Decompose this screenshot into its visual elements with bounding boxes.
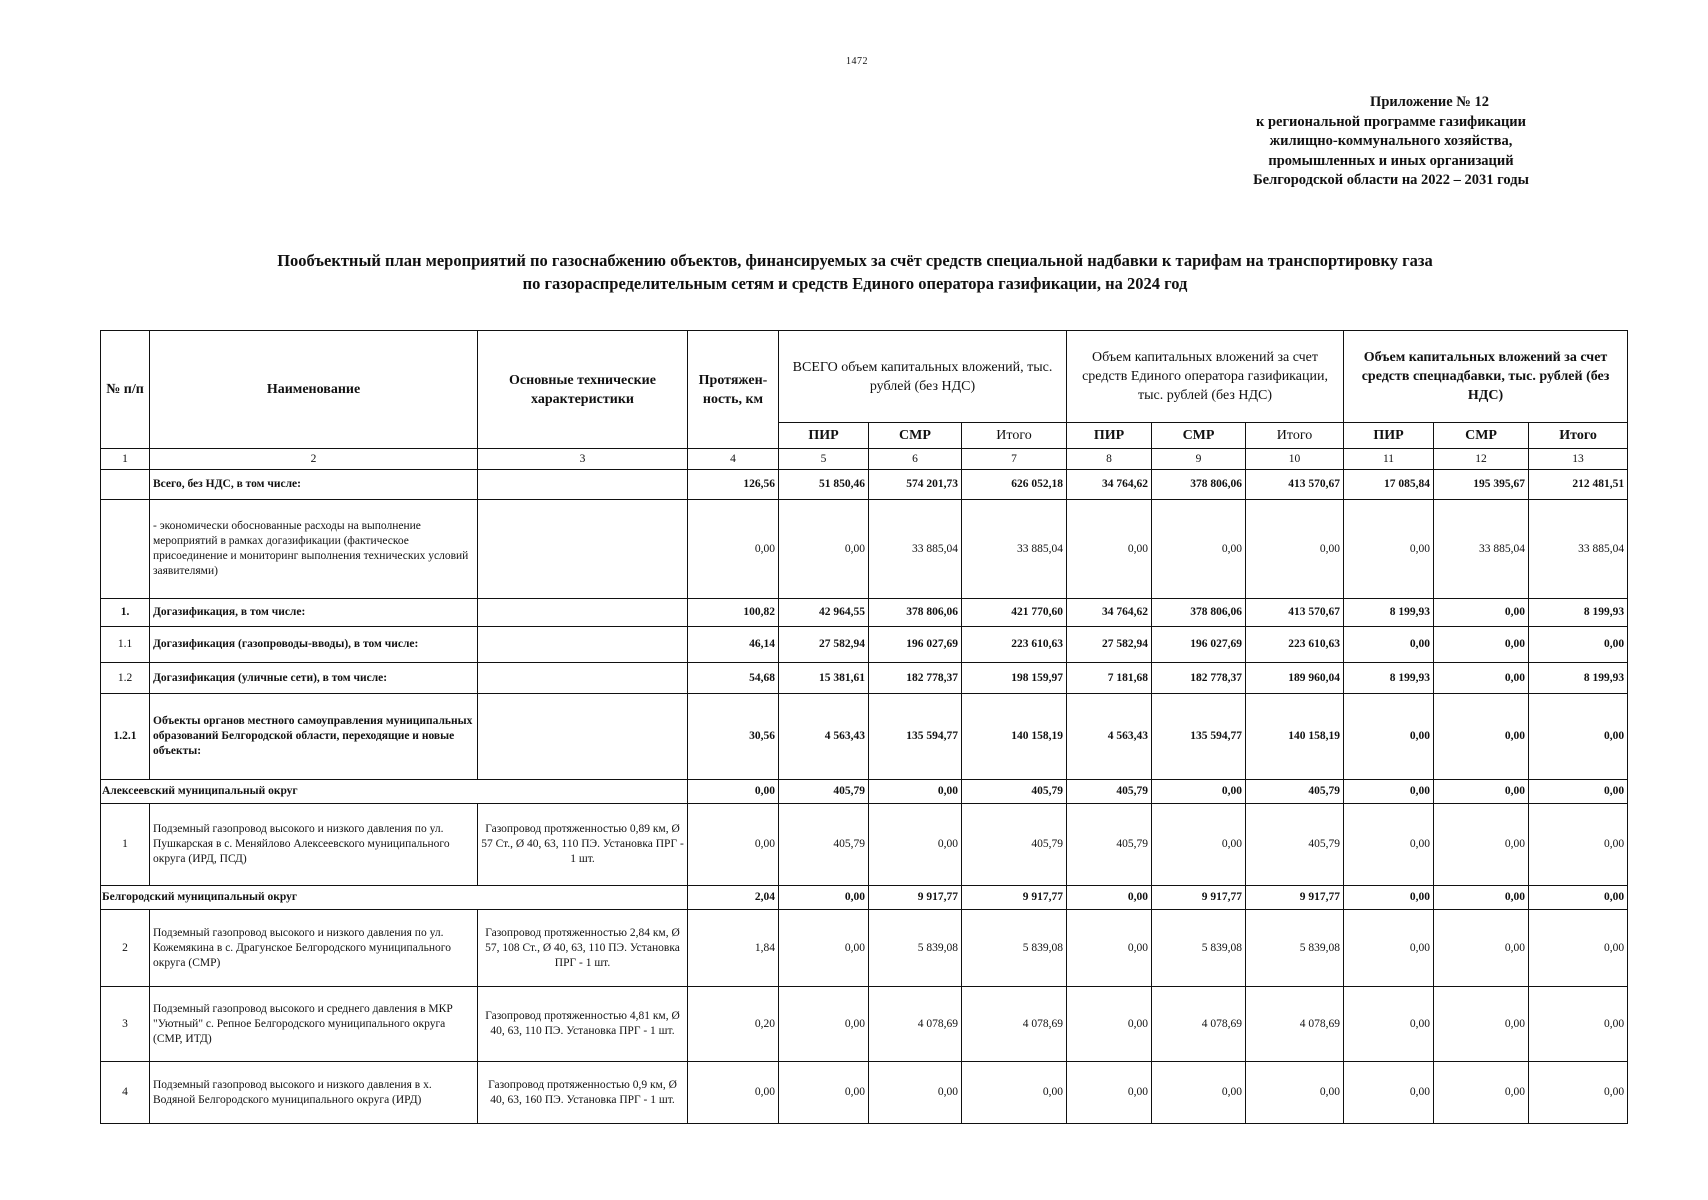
- group-name: Белгородский муниципальный округ: [101, 886, 688, 910]
- table-row: [101, 694, 1628, 780]
- header-smr: СМР: [869, 423, 962, 449]
- cell-value: 5 839,08: [1246, 910, 1344, 987]
- cell-value: 51 850,46: [779, 470, 869, 500]
- cell-value: 0,00: [1434, 599, 1529, 627]
- row-tech: [478, 599, 688, 627]
- cell-value: 0,00: [869, 1062, 962, 1124]
- row-tech: Газопровод протяженностью 4,81 км, Ø 40, 63, 110 ПЭ. Установка ПРГ - 1 шт.: [478, 987, 688, 1062]
- cell-value: 0,00: [688, 1062, 779, 1124]
- row-name: Всего, без НДС, в том числе:: [150, 470, 478, 500]
- appendix-block: [1181, 93, 1601, 191]
- row-name: Подземный газопровод высокого и низкого давления по ул. Пушкарская в с. Меняйлово Алексеевского муниципального округа (ИРД, ПСД): [150, 804, 478, 886]
- cell-value: 7 181,68: [1067, 663, 1152, 694]
- cell-value: 0,00: [1529, 910, 1628, 987]
- cell-value: 0,00: [1152, 780, 1246, 804]
- cell-value: 405,79: [1246, 780, 1344, 804]
- group-name: Алексеевский муниципальный округ: [101, 780, 688, 804]
- row-tech: Газопровод протяженностью 2,84 км, Ø 57, 108 Ст., Ø 40, 63, 110 ПЭ. Установка ПРГ - 1 шт.: [478, 910, 688, 987]
- header-length: Протяжен-ность, км: [688, 331, 779, 449]
- cell-value: 195 395,67: [1434, 470, 1529, 500]
- cell-value: 626 052,18: [962, 470, 1067, 500]
- row-tech: [478, 500, 688, 599]
- cell-value: 378 806,06: [1152, 599, 1246, 627]
- cell-value: 0,00: [1529, 804, 1628, 886]
- cell-value: 9 917,77: [1152, 886, 1246, 910]
- cell-value: 196 027,69: [1152, 627, 1246, 663]
- cell-value: 0,00: [1344, 987, 1434, 1062]
- cell-value: 413 570,67: [1246, 599, 1344, 627]
- cell-value: 0,00: [1434, 780, 1529, 804]
- cell-value: 5 839,08: [869, 910, 962, 987]
- cell-value: 8 199,93: [1344, 599, 1434, 627]
- cell-value: 405,79: [962, 804, 1067, 886]
- cell-value: 0,00: [1434, 886, 1529, 910]
- cell-value: 4 563,43: [1067, 694, 1152, 780]
- title-line: Пообъектный план мероприятий по газоснабжению объектов, финансируемых за счёт средств специальной надбавки к тарифам на транспортировку газа: [277, 251, 1433, 270]
- cell-value: 0,00: [1434, 1062, 1529, 1124]
- table-row: [101, 1062, 1628, 1124]
- cell-value: 42 964,55: [779, 599, 869, 627]
- cell-value: 189 960,04: [1246, 663, 1344, 694]
- header-num: № п/п: [101, 331, 150, 449]
- cell-value: 0,00: [1434, 663, 1529, 694]
- appendix-line: Приложение № 12: [1370, 94, 1489, 110]
- cell-value: 140 158,19: [962, 694, 1067, 780]
- row-name: Догазификация (газопроводы-вводы), в том числе:: [150, 627, 478, 663]
- cell-value: 54,68: [688, 663, 779, 694]
- row-name: Догазификация (уличные сети), в том числе:: [150, 663, 478, 694]
- cell-value: 0,00: [869, 804, 962, 886]
- cell-value: 413 570,67: [1246, 470, 1344, 500]
- cell-value: 5 839,08: [1152, 910, 1246, 987]
- column-number: 1: [101, 449, 150, 470]
- table-row: [101, 910, 1628, 987]
- table-row: [101, 804, 1628, 886]
- cell-value: 126,56: [688, 470, 779, 500]
- cell-value: 5 839,08: [962, 910, 1067, 987]
- header-total-group: ВСЕГО объем капитальных вложений, тыс. рублей (без НДС): [779, 331, 1067, 423]
- cell-value: 0,00: [1152, 804, 1246, 886]
- row-num: 1.: [101, 599, 150, 627]
- row-num: 4: [101, 1062, 150, 1124]
- cell-value: 17 085,84: [1344, 470, 1434, 500]
- row-tech: Газопровод протяженностью 0,89 км, Ø 57 Ст., Ø 40, 63, 110 ПЭ. Установка ПРГ - 1 шт.: [478, 804, 688, 886]
- cell-value: 46,14: [688, 627, 779, 663]
- row-num: 1.2: [101, 663, 150, 694]
- cell-value: 15 381,61: [779, 663, 869, 694]
- cell-value: 0,00: [1434, 694, 1529, 780]
- cell-value: 223 610,63: [1246, 627, 1344, 663]
- cell-value: 9 917,77: [962, 886, 1067, 910]
- row-name: Подземный газопровод высокого и низкого давления по ул. Кожемякина в с. Драгунское Белгородского муниципального округа (СМР): [150, 910, 478, 987]
- cell-value: 182 778,37: [1152, 663, 1246, 694]
- column-number: 8: [1067, 449, 1152, 470]
- header-smr: СМР: [1152, 423, 1246, 449]
- header-smr: СМР: [1434, 423, 1529, 449]
- row-num: 1: [101, 804, 150, 886]
- cell-value: 198 159,97: [962, 663, 1067, 694]
- cell-value: 223 610,63: [962, 627, 1067, 663]
- header-tech: Основные технические характеристики: [478, 331, 688, 449]
- cell-value: 33 885,04: [962, 500, 1067, 599]
- header-itogo: Итого: [1246, 423, 1344, 449]
- cell-value: 378 806,06: [869, 599, 962, 627]
- row-num: [101, 470, 150, 500]
- column-number: 3: [478, 449, 688, 470]
- cell-value: 0,00: [1067, 1062, 1152, 1124]
- cell-value: 0,00: [1067, 910, 1152, 987]
- appendix-line: промышленных и иных организаций: [1268, 152, 1514, 169]
- cell-value: 0,00: [1246, 1062, 1344, 1124]
- row-tech: Газопровод протяженностью 0,9 км, Ø 40, 63, 160 ПЭ. Установка ПРГ - 1 шт.: [478, 1062, 688, 1124]
- cell-value: 378 806,06: [1152, 470, 1246, 500]
- document-title: [120, 249, 1590, 295]
- column-number: 10: [1246, 449, 1344, 470]
- cell-value: 405,79: [962, 780, 1067, 804]
- cell-value: 9 917,77: [1246, 886, 1344, 910]
- cell-value: 9 917,77: [869, 886, 962, 910]
- cell-value: 4 563,43: [779, 694, 869, 780]
- cell-value: 196 027,69: [869, 627, 962, 663]
- column-number: 7: [962, 449, 1067, 470]
- header-pir: ПИР: [779, 423, 869, 449]
- table-row: [101, 599, 1628, 627]
- row-tech: [478, 470, 688, 500]
- cell-value: 0,00: [1344, 910, 1434, 987]
- cell-value: 182 778,37: [869, 663, 962, 694]
- cell-value: 27 582,94: [1067, 627, 1152, 663]
- column-number: 12: [1434, 449, 1529, 470]
- cell-value: 212 481,51: [1529, 470, 1628, 500]
- row-name: Объекты органов местного самоуправления муниципальных образований Белгородской области, переходящие и новые объекты:: [150, 694, 478, 780]
- cell-value: 0,00: [1434, 627, 1529, 663]
- cell-value: 34 764,62: [1067, 599, 1152, 627]
- column-number: 4: [688, 449, 779, 470]
- table-row: [101, 663, 1628, 694]
- plan-table: [100, 330, 1628, 1124]
- cell-value: 0,00: [1529, 1062, 1628, 1124]
- cell-value: 33 885,04: [1434, 500, 1529, 599]
- cell-value: 4 078,69: [962, 987, 1067, 1062]
- cell-value: 0,20: [688, 987, 779, 1062]
- cell-value: 0,00: [1344, 804, 1434, 886]
- row-tech: [478, 627, 688, 663]
- cell-value: 0,00: [1529, 886, 1628, 910]
- row-name: Догазификация, в том числе:: [150, 599, 478, 627]
- cell-value: 4 078,69: [1152, 987, 1246, 1062]
- cell-value: 405,79: [779, 804, 869, 886]
- row-num: 1.2.1: [101, 694, 150, 780]
- column-number-row: [101, 449, 1628, 470]
- table-row: [101, 627, 1628, 663]
- cell-value: 2,04: [688, 886, 779, 910]
- cell-value: 4 078,69: [1246, 987, 1344, 1062]
- cell-value: 0,00: [1434, 910, 1529, 987]
- cell-value: 1,84: [688, 910, 779, 987]
- header-name: Наименование: [150, 331, 478, 449]
- row-name: Подземный газопровод высокого и низкого давления в х. Водяной Белгородского муниципального округа (ИРД): [150, 1062, 478, 1124]
- column-number: 2: [150, 449, 478, 470]
- cell-value: 0,00: [1344, 627, 1434, 663]
- cell-value: 0,00: [779, 987, 869, 1062]
- cell-value: 0,00: [1067, 987, 1152, 1062]
- cell-value: 0,00: [1246, 500, 1344, 599]
- cell-value: 0,00: [779, 500, 869, 599]
- header-eog-group: Объем капитальных вложений за счет средств Единого оператора газификации, тыс. рублей (без НДС): [1067, 331, 1344, 423]
- cell-value: 0,00: [1529, 987, 1628, 1062]
- column-number: 9: [1152, 449, 1246, 470]
- table-row: [101, 500, 1628, 599]
- row-num: 2: [101, 910, 150, 987]
- cell-value: 100,82: [688, 599, 779, 627]
- cell-value: 4 078,69: [869, 987, 962, 1062]
- cell-value: 8 199,93: [1529, 663, 1628, 694]
- group-row: [101, 886, 1628, 910]
- cell-value: 0,00: [688, 780, 779, 804]
- cell-value: 0,00: [1529, 694, 1628, 780]
- cell-value: 0,00: [1067, 500, 1152, 599]
- cell-value: 0,00: [1152, 500, 1246, 599]
- cell-value: 0,00: [1067, 886, 1152, 910]
- cell-value: 0,00: [779, 910, 869, 987]
- cell-value: 0,00: [1434, 987, 1529, 1062]
- column-number: 5: [779, 449, 869, 470]
- row-num: [101, 500, 150, 599]
- column-number: 6: [869, 449, 962, 470]
- cell-value: 421 770,60: [962, 599, 1067, 627]
- cell-value: 33 885,04: [869, 500, 962, 599]
- row-num: 1.1: [101, 627, 150, 663]
- header-itogo: Итого: [962, 423, 1067, 449]
- table-row: [101, 987, 1628, 1062]
- cell-value: 405,79: [779, 780, 869, 804]
- cell-value: 574 201,73: [869, 470, 962, 500]
- header-itogo: Итого: [1529, 423, 1628, 449]
- table-row-total: [101, 470, 1628, 500]
- cell-value: 0,00: [1344, 780, 1434, 804]
- cell-value: 0,00: [1434, 804, 1529, 886]
- appendix-line: к региональной программе газификации: [1255, 113, 1527, 130]
- cell-value: 405,79: [1067, 804, 1152, 886]
- cell-value: 135 594,77: [869, 694, 962, 780]
- cell-value: 0,00: [1344, 500, 1434, 599]
- cell-value: 0,00: [1344, 694, 1434, 780]
- cell-value: 27 582,94: [779, 627, 869, 663]
- cell-value: 405,79: [1067, 780, 1152, 804]
- cell-value: 0,00: [779, 886, 869, 910]
- page-number: 1472: [846, 56, 868, 67]
- cell-value: 0,00: [688, 500, 779, 599]
- appendix-line: жилищно-коммунального хозяйства,: [1269, 133, 1513, 149]
- cell-value: 8 199,93: [1529, 599, 1628, 627]
- appendix-line: Белгородской области на 2022 – 2031 годы: [1253, 172, 1529, 188]
- header-special-group: Объем капитальных вложений за счет средств спецнадбавки, тыс. рублей (без НДС): [1344, 331, 1628, 423]
- cell-value: 33 885,04: [1529, 500, 1628, 599]
- cell-value: 405,79: [1246, 804, 1344, 886]
- row-tech: [478, 663, 688, 694]
- title-line: по газораспределительным сетям и средств Единого оператора газификации, на 2024 год: [522, 274, 1188, 293]
- cell-value: 0,00: [1152, 1062, 1246, 1124]
- cell-value: 0,00: [1529, 780, 1628, 804]
- cell-value: 0,00: [869, 780, 962, 804]
- cell-value: 0,00: [688, 804, 779, 886]
- cell-value: 0,00: [779, 1062, 869, 1124]
- header-pir: ПИР: [1067, 423, 1152, 449]
- cell-value: 140 158,19: [1246, 694, 1344, 780]
- row-name: Подземный газопровод высокого и среднего давления в МКР "Уютный" с. Репное Белгородского муниципального округа (СМР, ИТД): [150, 987, 478, 1062]
- cell-value: 8 199,93: [1344, 663, 1434, 694]
- group-row: [101, 780, 1628, 804]
- cell-value: 0,00: [1344, 1062, 1434, 1124]
- column-number: 13: [1529, 449, 1628, 470]
- row-num: 3: [101, 987, 150, 1062]
- cell-value: 30,56: [688, 694, 779, 780]
- cell-value: 0,00: [962, 1062, 1067, 1124]
- header-pir: ПИР: [1344, 423, 1434, 449]
- cell-value: 135 594,77: [1152, 694, 1246, 780]
- cell-value: 0,00: [1529, 627, 1628, 663]
- cell-value: 34 764,62: [1067, 470, 1152, 500]
- row-name: - экономически обоснованные расходы на выполнение мероприятий в рамках догазификации (фактическое присоединение и мониторинг выполнения технических условий заявителями): [150, 500, 478, 599]
- cell-value: 0,00: [1344, 886, 1434, 910]
- row-tech: [478, 694, 688, 780]
- column-number: 11: [1344, 449, 1434, 470]
